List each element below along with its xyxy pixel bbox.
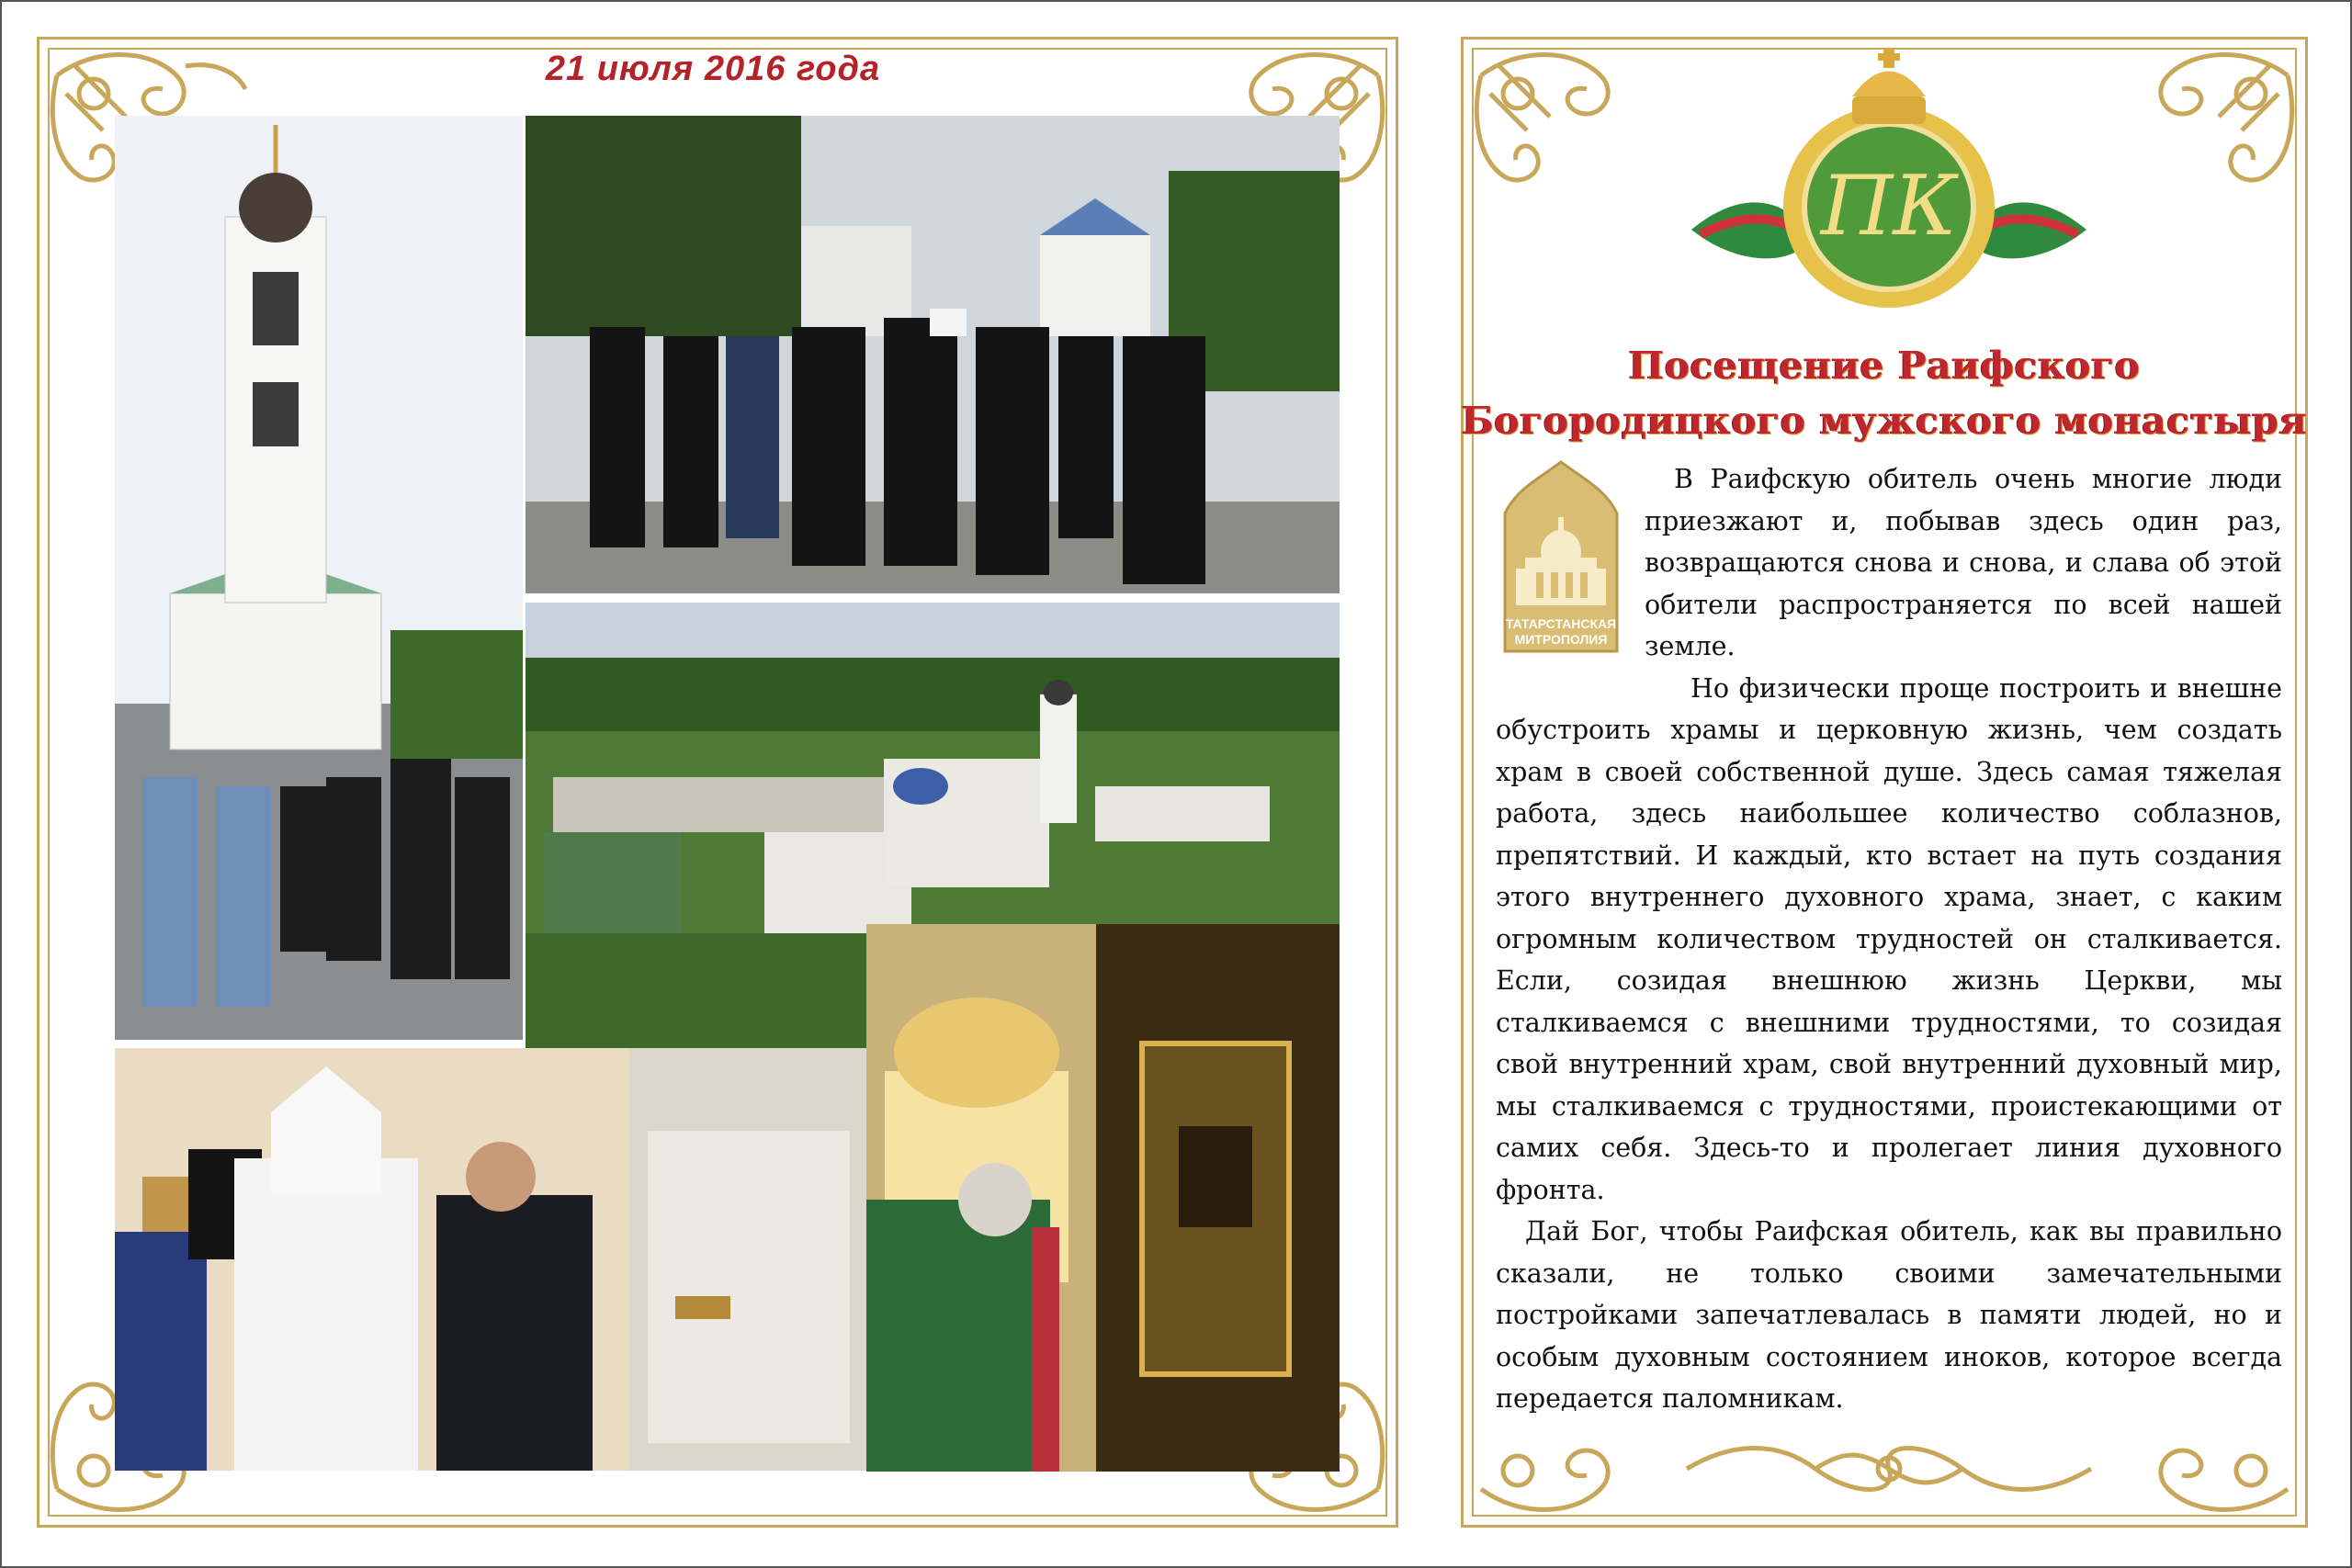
- paragraph-3: Дай Бог, чтобы Раифская обитель, как вы правильно сказали, не только своими замечательными постройками запечатлевалась в памяти людей, но и особым духовным состоянием иноков, которое всегда передается паломникам.: [1496, 1216, 2282, 1414]
- holy-spring-water-photo: [115, 1048, 866, 1471]
- bell-tower-procession-photo: [115, 116, 523, 1040]
- page-title: [1439, 338, 2330, 448]
- svg-text:ПК: ПК: [1820, 158, 1958, 254]
- cathedral-emblem-icon: [1496, 458, 1645, 670]
- date-label: 21 июля 2016 года: [529, 50, 897, 89]
- emblem-caption-1: ТАТАРСТАНСКАЯ: [1505, 616, 1617, 631]
- patriarch-coat-of-arms-icon: [1673, 46, 2105, 321]
- patriarch-walking-group-photo: [526, 116, 1340, 593]
- emblem-caption-2: МИТРОПОЛИЯ: [1514, 632, 1608, 647]
- title-line-2: Богородицкого мужского монастыря: [1461, 399, 2308, 443]
- article-body: [1496, 458, 2282, 1420]
- knot-ornament-icon: [2095, 39, 2306, 195]
- paragraph-2: Но физически проще построить и внешне обустроить храмы и церковную жизнь, чем создать храм в своей собственной душе. Здесь самая тяжелая работа, здесь наибольшее количество соблазнов, препятствий. И каждый, кто встает на путь создания этого внутреннего духовного храма, знает, с каким огромным количеством трудностей он сталкивается. Если, созидая внешнюю жизнь Церкви, мы сталкиваемся с внешними трудностями, то созидая свой внутренний храм, свой внутренний духовный мир, мы сталкиваемся с трудностями, проистекающими от самих себя. Здесь-то и пролегает линия духовного фронта.: [1496, 672, 2282, 1205]
- left-page: [15, 15, 1420, 1550]
- knot-ornament-icon: [1678, 1437, 2100, 1501]
- paragraph-1: В Раифскую обитель очень многие люди приезжают и, побывав здесь один раз, возвращаются снова и снова, и слава об этой обители распространяется по всей нашей земле.: [1645, 464, 2282, 661]
- church-interior-iconostasis-photo: [866, 924, 1340, 1472]
- right-page: [1439, 15, 2330, 1550]
- knot-ornament-icon: [1463, 39, 1674, 195]
- title-line-1: Посещение Раифского: [1628, 344, 2141, 388]
